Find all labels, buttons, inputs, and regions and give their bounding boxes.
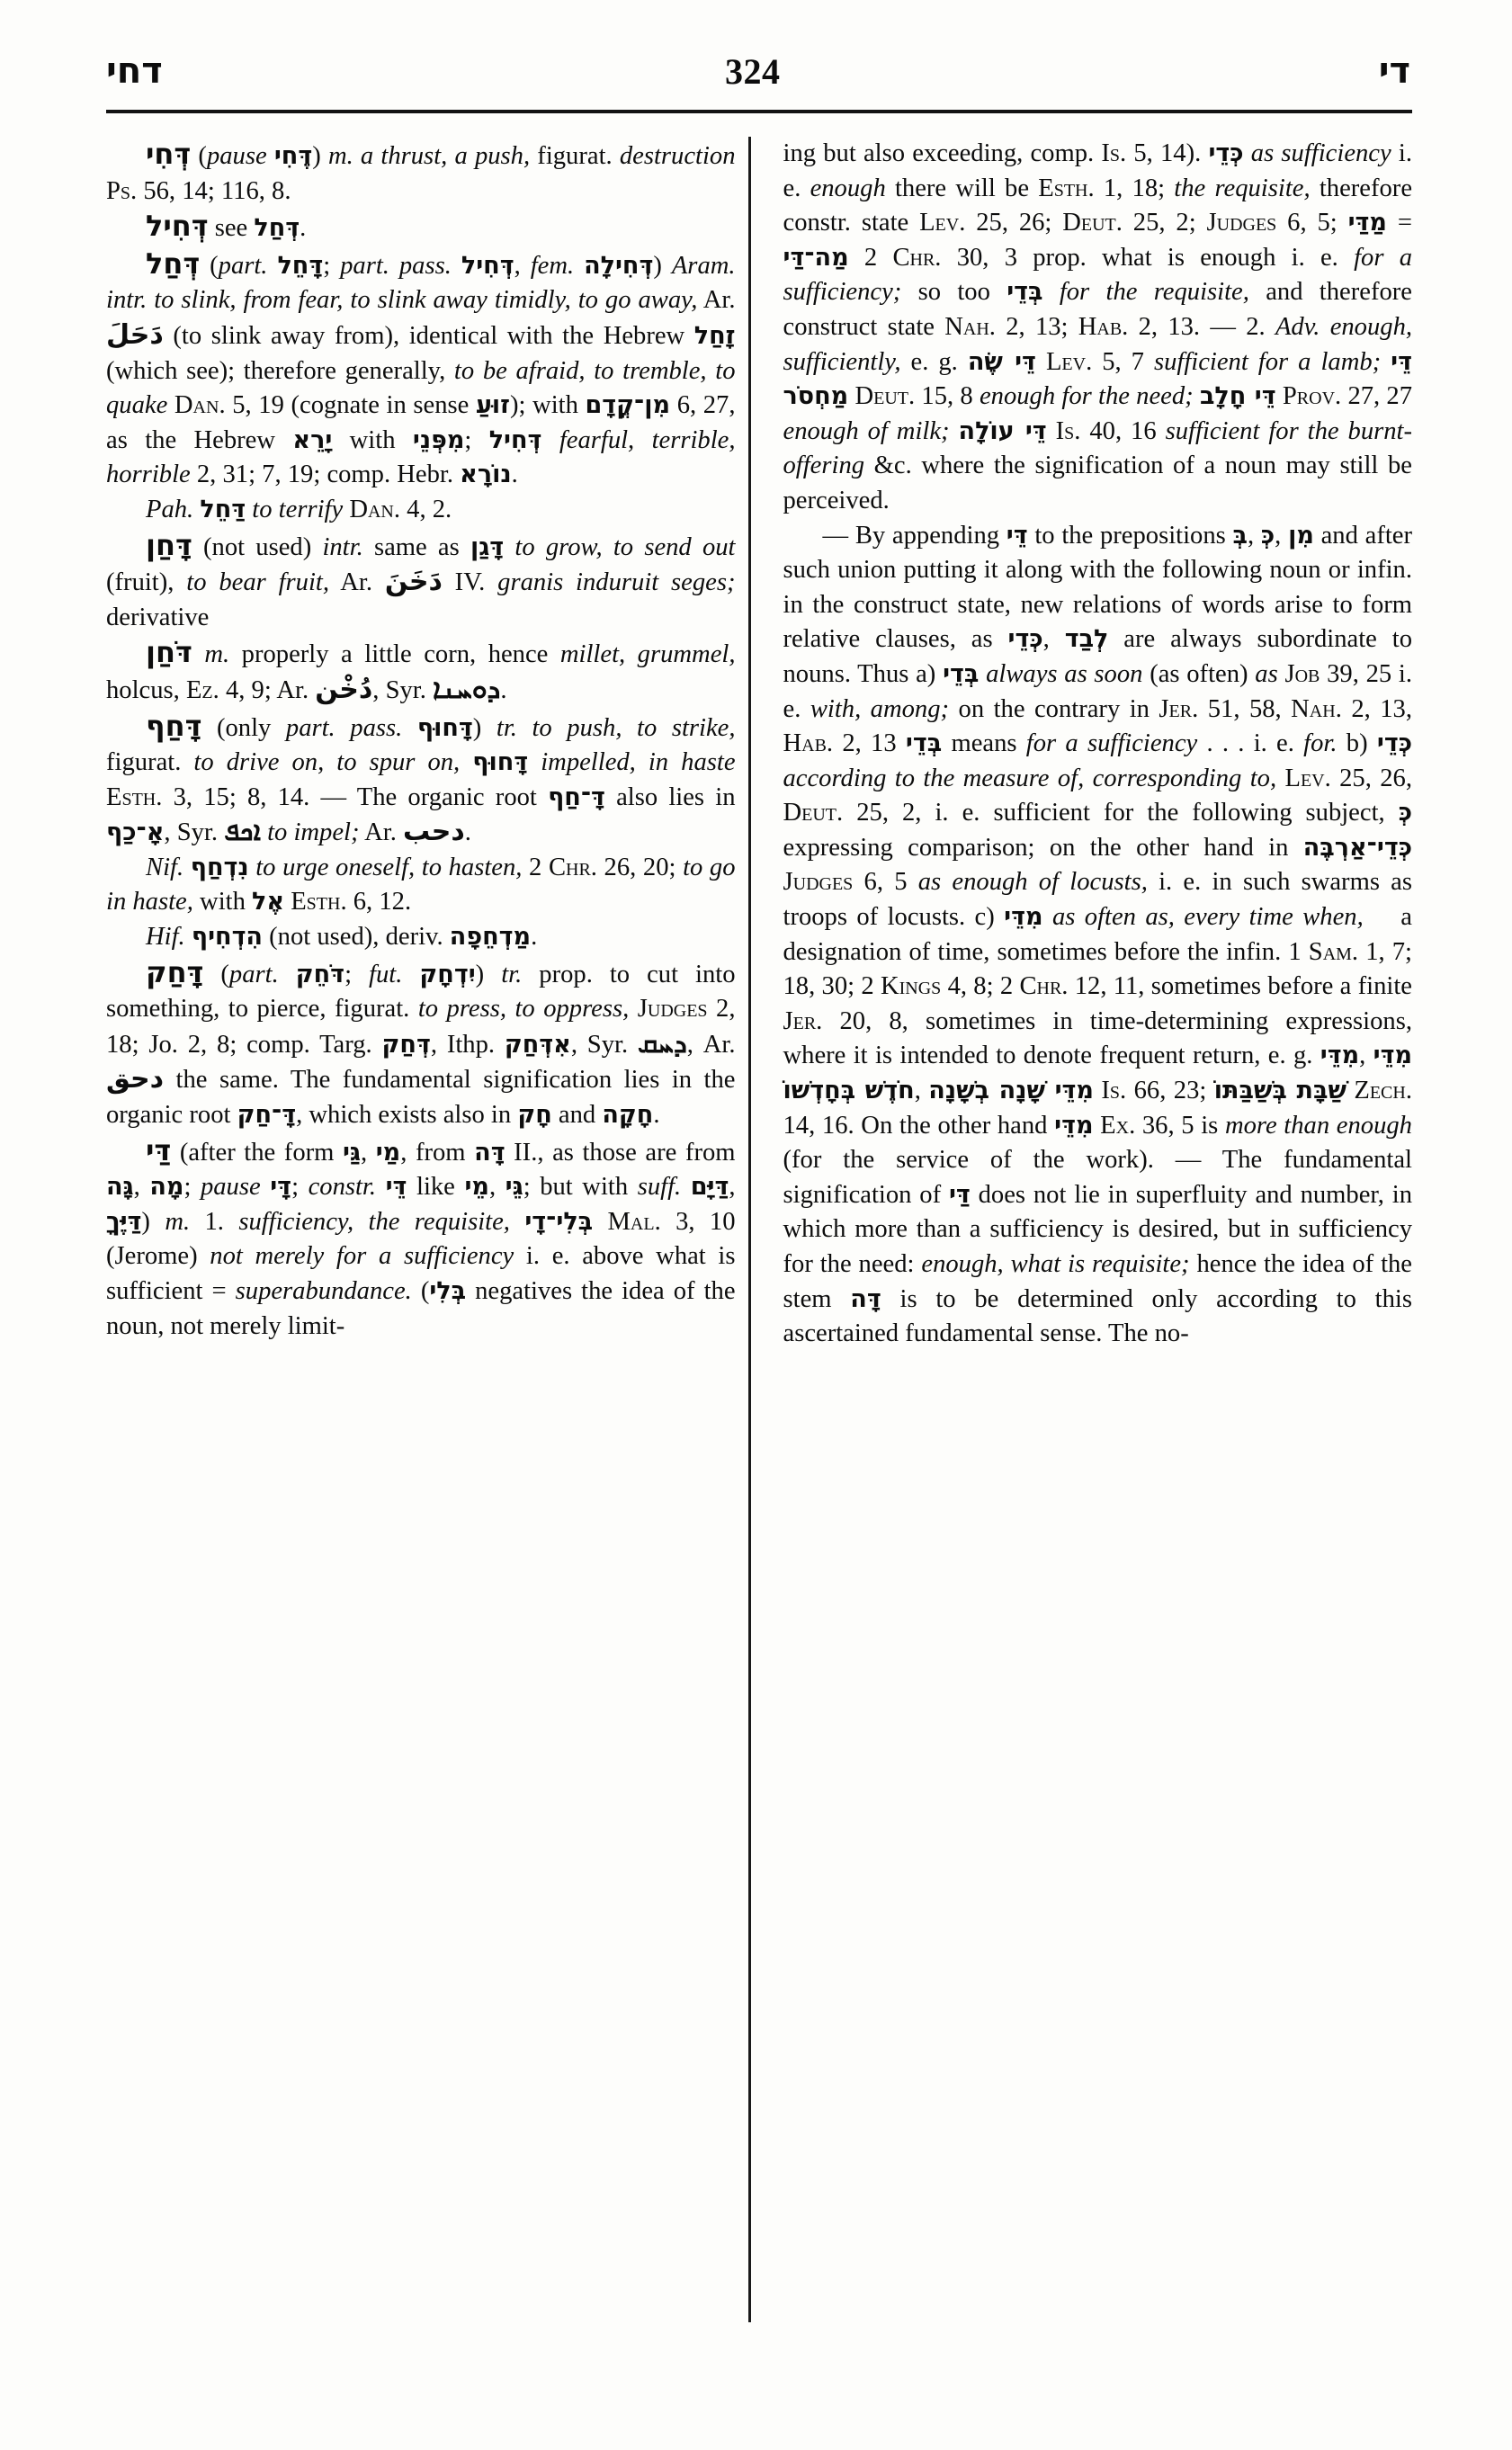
dictionary-entry: — By appending דֵּי to the prepositions בְּ, כְּ, מִן and after such union putting it along with the following noun or infin. in the construct state, new relations of words arise to form relative clauses, as כְּדֵי, לְבַד are always subordinate to nouns. Thus a) בְּדֵי always as soon (as often) as Job 39, 25 i. e. with, among; on the contrary in Jer. 51, 58, Nah. 2, 13, Hab. 2, 13 בְּדֵי means for a sufficiency . . . i. e. for. b) כְּדֵי according to the measure of, corresponding to, Lev. 25, 26, Deut. 25, 2, i. e. sufficient for the following subject, כְּ expressing comparison; on the other hand in כְּדֵי־אַרְבֶּה Judges 6, 5 as enough of locusts, i. e. in such swarms as troops of locusts. c) מִדֵּי as often as, every time when, a designation of time, sometimes before the infin. 1 Sam. 1, 7; 18, 30; 2 Kings 4, 8; 2 Chr. 12, 11, sometimes before a finite Jer. 20, 8, sometimes in time-determining expressions, where it is intended to denote frequent return, e. g. מִדֵּי, מִדֵּי חֹדֶשׁ בְּחָדְשׁוֹ, מִדֵּי שָׁנָה בְשָׁנָה Is. 66, 23; שַׁבָּת בְּשַׁבַּתּוֹ Zech. 14, 16. On the other hand מִדֵּי Ex. 36, 5 is more than enough (for the service of the work). — The fundamental signification of דַּי does not lie in superfluity and number, in which more than a sufficiency is desired, but in sufficiency for the need: enough, what is requisite; hence the idea of the stem דָּה is to be determined only according to this ascertained fundamental sense. The no- [783, 521, 1413, 1348]
two-column-body [106, 137, 1412, 2322]
running-head-hebrew-left: דחי [106, 50, 163, 92]
left-column [106, 137, 748, 2322]
right-column [748, 137, 1413, 2322]
dictionary-entry: Pah. דַּחֵל to terrify Dan. 4, 2. [146, 495, 452, 523]
dictionary-entry: דְּחִיל see דְּחַל. [146, 209, 307, 244]
dictionary-entry: דָּחַן (not used) intr. same as דָּגַן to grow, to send out (fruit), to bear fruit, Ar. دَخَنَ IV. granis induruit seges; derivative [106, 527, 736, 631]
dictionary-entry: דֹּחַן m. properly a little corn, hence millet, grummel, holcus, Ez. 4, 9; Ar. دُخْن, Syr. ܕܘܚܢܐ. [106, 635, 736, 705]
running-head-hebrew-right: די [1378, 50, 1410, 92]
dictionary-entry: דָּחַק (part. דֹּחֵק; fut. יִדְחָק) tr. prop. to cut into something, to pierce, figurat. to press, to oppress, Judges 2, 18; Jo. 2, 8; comp. Targ. דְּחַק, Ithp. אִדְּחַק, Syr. ܕܚܩ, Ar. دحق the same. The fundamental signification lies in the organic root דָּ־חַק, which exists also in חָק and חָקָה. [106, 954, 736, 1130]
running-head [106, 41, 1410, 101]
dictionary-entry: Nif. נִדְחַף to urge oneself, to hasten, 2 Chr. 26, 20; to go in haste, with אֶל Esth. 6, 12. [106, 853, 736, 917]
dictionary-entry: דְּחַל (part. דָּחֵל; part. pass. דְּחִיל, fem. דְּחִילָה) Aram. intr. to slink, from fear, to slink away timidly, to go away, Ar. دَحَلَ (to slink away from), identical with the Hebrew זָחַל (which see); therefore generally, to be afraid, to tremble, to quake Dan. 5, 19 (cognate in sense זוּעַ); with מִן־קֳדָם 6, 27, as the Hebrew יָרֵא with מִפְּנֵי; דְּחִיל fearful, terrible, horrible 2, 31; 7, 19; comp. Hebr. נוֹרָא. [106, 246, 736, 489]
page-number: 324 [724, 50, 781, 92]
dictionary-entry: דְּחִי (pause דֶּחִי) m. a thrust, a push, figurat. destruction Ps. 56, 14; 116, 8. [106, 137, 736, 205]
dictionary-entry: Hif. הִדְחִיף (not used), deriv. מַדְחֵפָה. [146, 923, 538, 952]
dictionary-entry: ing but also exceeding, comp. Is. 5, 14). כְּדֵי as sufficiency i. e. enough there will be Esth. 1, 18; the requisite, therefore constr. state Lev. 25, 26; Deut. 25, 2; Judges 6, 5; מַדַּי = מַה־דַּי 2 Chr. 30, 3 prop. what is enough i. e. for a sufficiency; so too בְּדֵי for the requisite, and therefore construct state Nah. 2, 13; Hab. 2, 13. — 2. Adv. enough, sufficiently, e. g. דֵּי שֶׂה Lev. 5, 7 sufficient for a lamb; דֵּי מַחְסֹר Deut. 15, 8 enough for the need; דֵּי חָלָב Prov. 27, 27 enough of milk; דֵּי עוֹלָה Is. 40, 16 sufficient for the burnt-offering &c. where the signification of a noun may still be perceived. [783, 139, 1413, 514]
dictionary-entry: דַּי (after the form גַּי, מַי, from דָּה II., as those are from גָּה, מָה; pause דָּי; constr. דֵּי like מֵי, גֵּי; but with suff. דַּיָּם, דַּיֶּךָ) m. 1. sufficiency, the requisite, בְּלִי־דָי Mal. 3, 10 (Jerome) not merely for a sufficiency i. e. above what is sufficient = superabundance. (בְּלִי negatives the idea of the noun, not merely limit- [106, 1132, 736, 1340]
header-rule [106, 110, 1412, 113]
dictionary-entry: דָּחַף (only part. pass. דָּחוּף) tr. to push, to strike, figurat. to drive on, to spur on, דָּחוּף impelled, in haste Esth. 3, 15; 8, 14. — The organic root דָּ־חַף also lies in אָ־כַף, Syr. ܐܟܦ to impel; Ar. دحب. [106, 708, 736, 848]
